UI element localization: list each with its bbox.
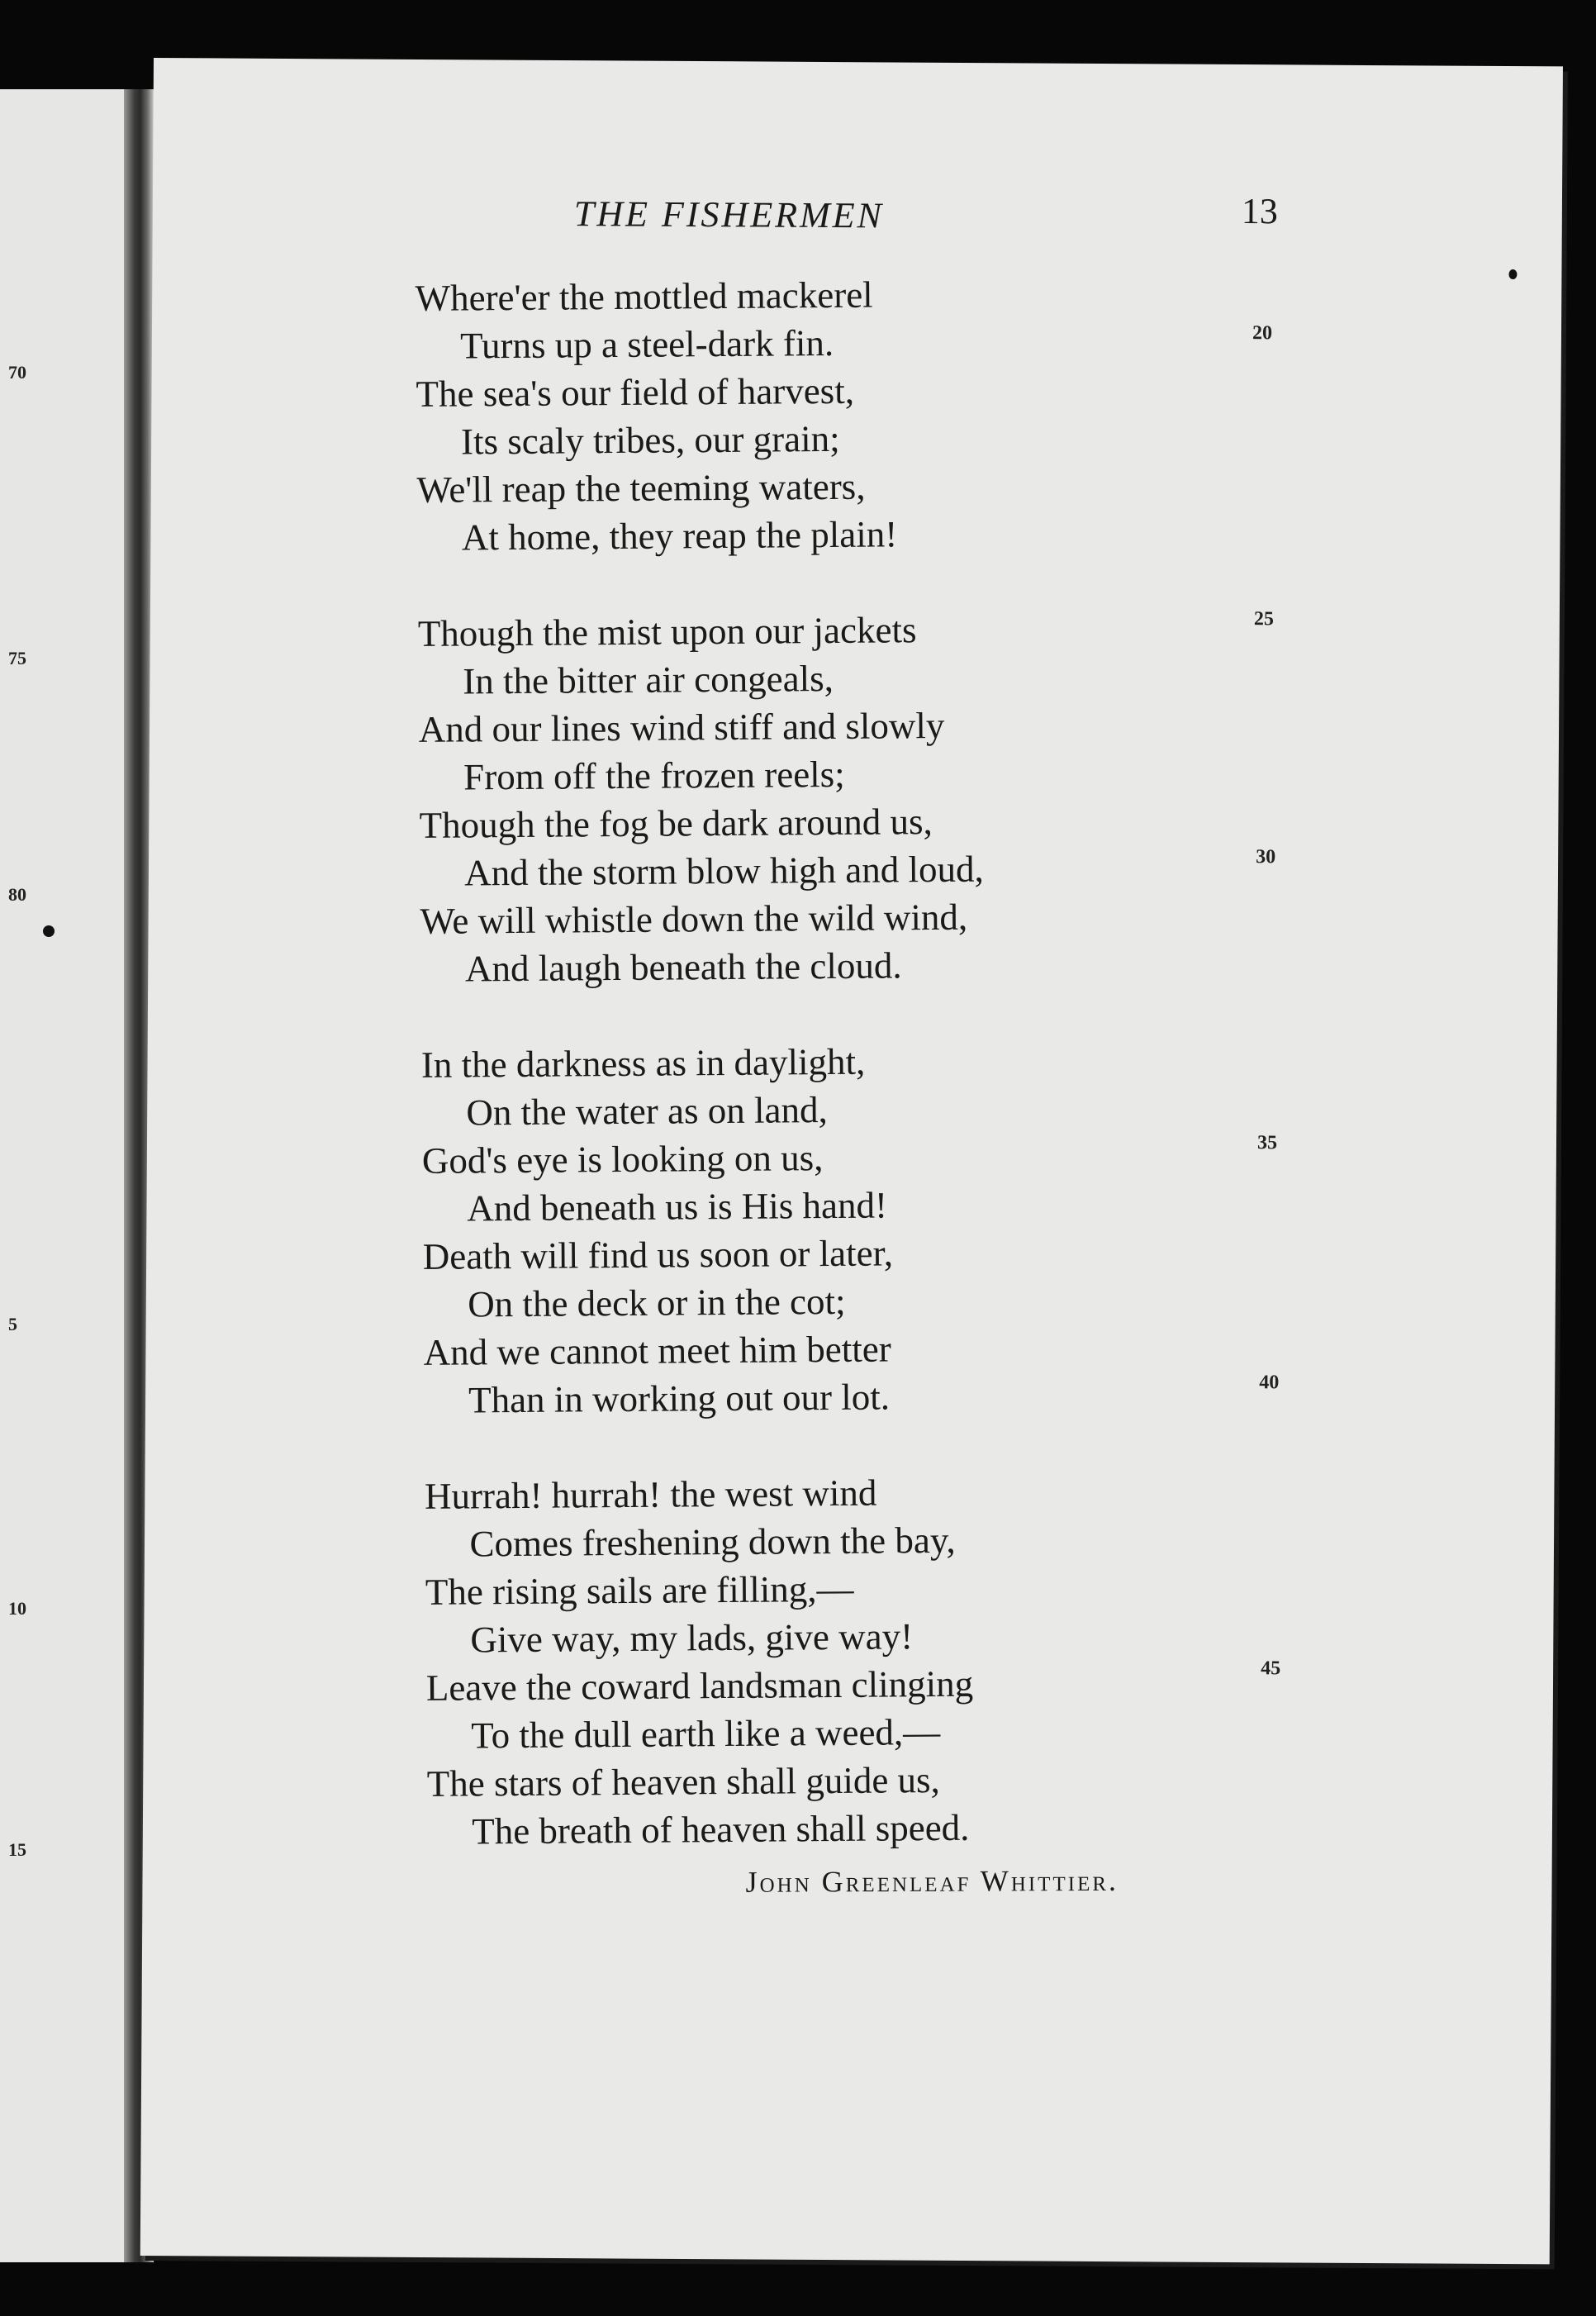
right-line-number: 20 xyxy=(1252,322,1273,345)
left-line-number: 15 xyxy=(8,1839,26,1860)
poem-line: In the bitter air congeals, xyxy=(463,657,834,702)
right-page xyxy=(140,58,1563,2264)
stanza xyxy=(415,270,981,562)
poem-line: Hurrah! hurrah! the west wind xyxy=(424,1472,877,1517)
poem-line: The breath of heaven shall speed. xyxy=(472,1806,970,1852)
poem-line: And laugh beneath the cloud. xyxy=(464,944,902,990)
poem-line: And beneath us is His hand! xyxy=(467,1184,888,1229)
poem-line: And the storm blow high and loud, xyxy=(463,848,984,894)
poem-line: Give way, my lads, give way! xyxy=(470,1615,914,1661)
poem-line: And we cannot meet him better xyxy=(423,1328,891,1373)
poem-line: Than in working out our lot. xyxy=(468,1376,891,1421)
author-signature: John Greenleaf Whittier. xyxy=(745,1863,1119,1899)
ink-spot xyxy=(1508,269,1517,279)
poem-line: We will whistle down the wild wind, xyxy=(420,896,968,942)
stanza xyxy=(418,606,985,993)
poem-line: The sea's our field of harvest, xyxy=(416,369,855,415)
poem-line: From off the frozen reels; xyxy=(463,753,845,798)
poem-line: Its scaly tribes, our grain; xyxy=(460,417,840,463)
ink-spot xyxy=(43,925,55,937)
poem-line: Leave the coward landsman clinging xyxy=(425,1662,974,1709)
poem-line: Where'er the mottled mackerel xyxy=(415,273,873,319)
poem-line: The stars of heaven shall guide us, xyxy=(426,1759,941,1805)
left-page-edge xyxy=(0,89,124,2262)
poem-line: Though the fog be dark around us, xyxy=(419,801,933,846)
left-line-number: 5 xyxy=(8,1314,17,1334)
running-title: THE FISHERMEN xyxy=(573,193,885,236)
right-line-number: 40 xyxy=(1259,1372,1280,1394)
poem-body xyxy=(415,270,991,1904)
left-line-number: 80 xyxy=(8,884,26,905)
left-line-number: 10 xyxy=(8,1598,26,1619)
poem-line: In the darkness as in daylight, xyxy=(420,1040,866,1086)
poem-line: Turns up a steel-dark fin. xyxy=(459,321,834,367)
poem-line: God's eye is looking on us, xyxy=(421,1137,824,1182)
right-line-number: 25 xyxy=(1253,608,1274,630)
right-line-number: 35 xyxy=(1256,1132,1278,1154)
left-line-number: 75 xyxy=(8,648,26,668)
page-number: 13 xyxy=(1241,191,1279,232)
poem-line: Death will find us soon or later, xyxy=(422,1232,894,1277)
poem-line: On the water as on land, xyxy=(466,1089,828,1134)
poem-line: We'll reap the teeming waters, xyxy=(416,465,866,511)
poem-line: On the deck or in the cot; xyxy=(468,1280,846,1325)
poem-line: To the dull earth like a weed,— xyxy=(471,1710,941,1757)
poem-line: And our lines wind stiff and slowly xyxy=(418,704,945,750)
stanza xyxy=(425,1468,991,1856)
poem-line: The rising sails are filling,— xyxy=(425,1567,854,1613)
poem-line: At home, they reap the plain! xyxy=(461,513,898,559)
left-line-number: 70 xyxy=(8,362,26,383)
right-line-number: 30 xyxy=(1256,846,1276,868)
poem-line: Comes freshening down the bay, xyxy=(469,1519,956,1565)
poem-line: Though the mist upon our jackets xyxy=(417,609,917,654)
right-line-number: 45 xyxy=(1261,1657,1281,1680)
stanza xyxy=(421,1037,988,1424)
